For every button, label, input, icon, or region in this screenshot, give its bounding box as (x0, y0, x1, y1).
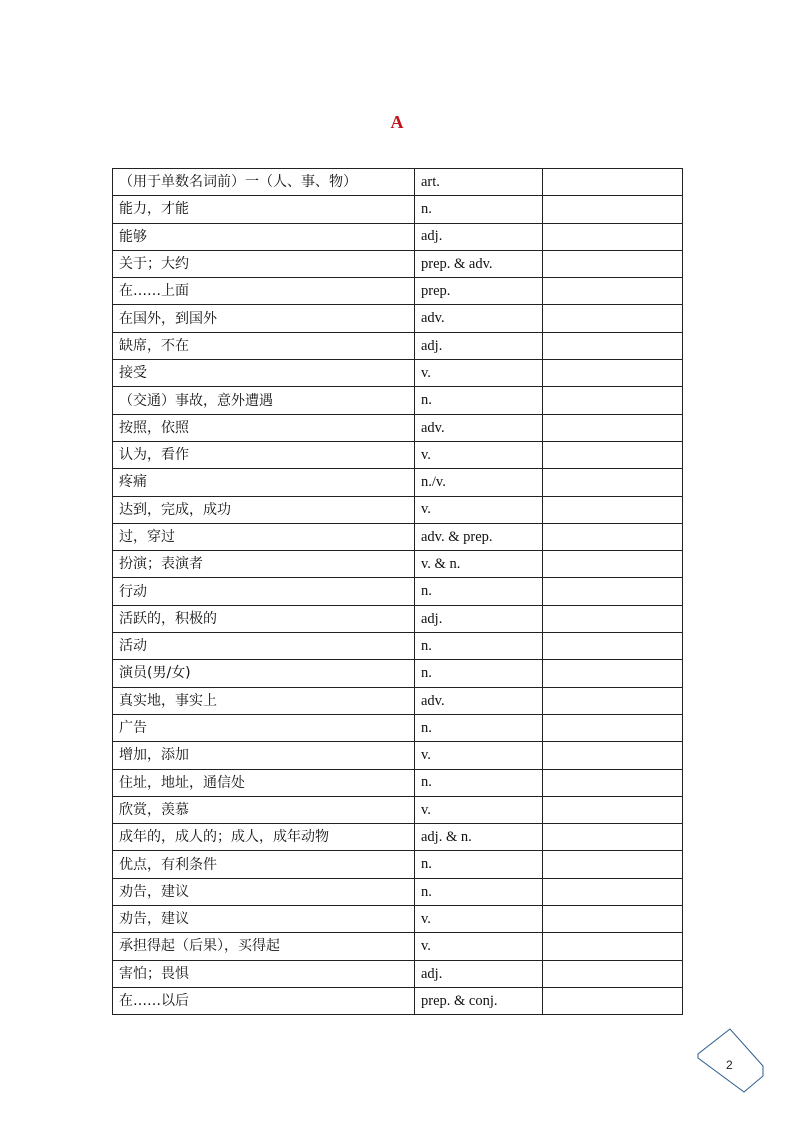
word-answer-cell (543, 523, 683, 550)
vocabulary-table (112, 168, 683, 1015)
table-row (113, 278, 683, 305)
meaning-cell: （用于单数名词前）一（人、事、物） (113, 169, 415, 196)
part-of-speech-cell: v. (415, 742, 543, 769)
part-of-speech-cell: n. (415, 660, 543, 687)
word-answer-cell (543, 441, 683, 468)
word-answer-cell (543, 196, 683, 223)
word-answer-cell (543, 660, 683, 687)
meaning-cell: 疼痛 (113, 469, 415, 496)
word-answer-cell (543, 305, 683, 332)
meaning-cell: 接受 (113, 360, 415, 387)
meaning-cell: 活动 (113, 633, 415, 660)
meaning-cell: 承担得起（后果），买得起 (113, 933, 415, 960)
part-of-speech-cell: adj. (415, 605, 543, 632)
table-row (113, 987, 683, 1014)
meaning-cell: 按照，依照 (113, 414, 415, 441)
table-row (113, 906, 683, 933)
part-of-speech-cell: n./v. (415, 469, 543, 496)
meaning-cell: 过，穿过 (113, 523, 415, 550)
part-of-speech-cell: adj. (415, 223, 543, 250)
meaning-cell: 真实地，事实上 (113, 687, 415, 714)
part-of-speech-cell: n. (415, 769, 543, 796)
part-of-speech-cell: n. (415, 851, 543, 878)
table-row (113, 851, 683, 878)
part-of-speech-cell: n. (415, 878, 543, 905)
table-row (113, 169, 683, 196)
table-row (113, 250, 683, 277)
part-of-speech-cell: adv. (415, 414, 543, 441)
word-answer-cell (543, 906, 683, 933)
meaning-cell: 达到，完成，成功 (113, 496, 415, 523)
word-answer-cell (543, 960, 683, 987)
part-of-speech-cell: prep. & conj. (415, 987, 543, 1014)
part-of-speech-cell: v. & n. (415, 551, 543, 578)
part-of-speech-cell: n. (415, 714, 543, 741)
word-answer-cell (543, 714, 683, 741)
word-answer-cell (543, 250, 683, 277)
meaning-cell: 能够 (113, 223, 415, 250)
word-answer-cell (543, 414, 683, 441)
word-answer-cell (543, 824, 683, 851)
table-row (113, 469, 683, 496)
meaning-cell: 在国外，到国外 (113, 305, 415, 332)
part-of-speech-cell: n. (415, 633, 543, 660)
page-number: 2 (726, 1058, 733, 1072)
meaning-cell: （交通）事故，意外遭遇 (113, 387, 415, 414)
part-of-speech-cell: art. (415, 169, 543, 196)
part-of-speech-cell: prep. & adv. (415, 250, 543, 277)
meaning-cell: 优点，有利条件 (113, 851, 415, 878)
meaning-cell: 在……以后 (113, 987, 415, 1014)
part-of-speech-cell: v. (415, 441, 543, 468)
table-row (113, 551, 683, 578)
meaning-cell: 广告 (113, 714, 415, 741)
part-of-speech-cell: prep. (415, 278, 543, 305)
meaning-cell: 认为，看作 (113, 441, 415, 468)
table-row (113, 605, 683, 632)
word-answer-cell (543, 878, 683, 905)
table-row (113, 824, 683, 851)
word-answer-cell (543, 332, 683, 359)
meaning-cell: 劝告，建议 (113, 878, 415, 905)
table-row (113, 633, 683, 660)
table-row (113, 960, 683, 987)
meaning-cell: 能力，才能 (113, 196, 415, 223)
meaning-cell: 增加，添加 (113, 742, 415, 769)
word-answer-cell (543, 933, 683, 960)
table-row (113, 523, 683, 550)
part-of-speech-cell: v. (415, 906, 543, 933)
meaning-cell: 在……上面 (113, 278, 415, 305)
table-row (113, 769, 683, 796)
word-answer-cell (543, 496, 683, 523)
word-answer-cell (543, 278, 683, 305)
meaning-cell: 成年的，成人的；成人，成年动物 (113, 824, 415, 851)
table-row (113, 305, 683, 332)
word-answer-cell (543, 851, 683, 878)
word-answer-cell (543, 796, 683, 823)
word-answer-cell (543, 633, 683, 660)
table-row (113, 414, 683, 441)
meaning-cell: 关于；大约 (113, 250, 415, 277)
table-row (113, 742, 683, 769)
word-answer-cell (543, 551, 683, 578)
part-of-speech-cell: n. (415, 387, 543, 414)
meaning-cell: 缺席，不在 (113, 332, 415, 359)
table-row (113, 714, 683, 741)
meaning-cell: 住址，地址，通信处 (113, 769, 415, 796)
word-answer-cell (543, 742, 683, 769)
meaning-cell: 欣赏，羡慕 (113, 796, 415, 823)
meaning-cell: 行动 (113, 578, 415, 605)
table-row (113, 360, 683, 387)
word-answer-cell (543, 360, 683, 387)
table-row (113, 796, 683, 823)
part-of-speech-cell: adj. & n. (415, 824, 543, 851)
meaning-cell: 演员(男/女) (113, 660, 415, 687)
part-of-speech-cell: adj. (415, 960, 543, 987)
table-row (113, 441, 683, 468)
part-of-speech-cell: adv. & prep. (415, 523, 543, 550)
table-row (113, 660, 683, 687)
table-row (113, 687, 683, 714)
part-of-speech-cell: adv. (415, 687, 543, 714)
meaning-cell: 活跃的，积极的 (113, 605, 415, 632)
word-answer-cell (543, 605, 683, 632)
word-answer-cell (543, 578, 683, 605)
word-answer-cell (543, 387, 683, 414)
table-row (113, 933, 683, 960)
table-row (113, 387, 683, 414)
word-answer-cell (543, 469, 683, 496)
part-of-speech-cell: n. (415, 196, 543, 223)
word-answer-cell (543, 223, 683, 250)
table-row (113, 878, 683, 905)
word-answer-cell (543, 169, 683, 196)
word-answer-cell (543, 987, 683, 1014)
part-of-speech-cell: adv. (415, 305, 543, 332)
part-of-speech-cell: v. (415, 496, 543, 523)
table-row (113, 496, 683, 523)
word-answer-cell (543, 769, 683, 796)
part-of-speech-cell: v. (415, 933, 543, 960)
part-of-speech-cell: n. (415, 578, 543, 605)
section-letter: A (390, 112, 404, 132)
part-of-speech-cell: adj. (415, 332, 543, 359)
meaning-cell: 劝告，建议 (113, 906, 415, 933)
meaning-cell: 扮演；表演者 (113, 551, 415, 578)
table-row (113, 223, 683, 250)
word-answer-cell (543, 687, 683, 714)
part-of-speech-cell: v. (415, 360, 543, 387)
table-row (113, 332, 683, 359)
meaning-cell: 害怕；畏惧 (113, 960, 415, 987)
table-row (113, 578, 683, 605)
table-row (113, 196, 683, 223)
part-of-speech-cell: v. (415, 796, 543, 823)
